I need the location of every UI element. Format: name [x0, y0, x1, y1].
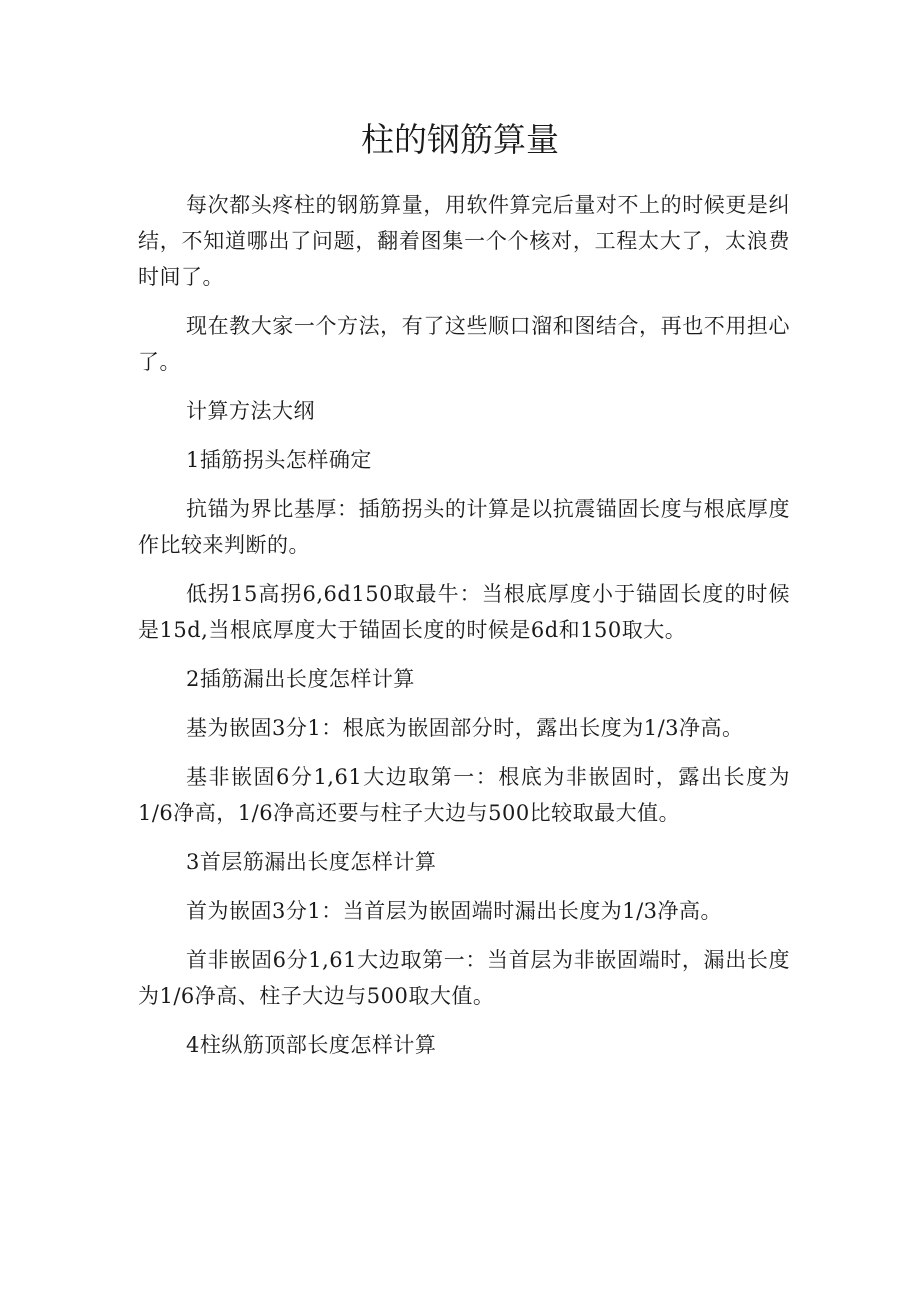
document-title: 柱的钢筋算量: [361, 120, 559, 159]
section-heading-3: 3首层筋漏出长度怎样计算: [186, 850, 437, 874]
section-heading-1: 1插筋拐头怎样确定: [186, 448, 372, 472]
paragraph-intro: 每次都头疼柱的钢筋算量，用软件算完后量对不上的时候更是纠结，不知道哪出了问题，翻着图集一个个核对，工程太大了，太浪费时间了。: [138, 193, 790, 289]
paragraph-rule: 基为嵌固3分1：根底为嵌固部分时，露出长度为1/3净高。: [186, 716, 744, 740]
paragraph-rule: 基非嵌固6分1,61大边取第一：根底为非嵌固时，露出长度为1/6净高，1/6净高还要与柱子大边与500比较取最大值。: [138, 765, 790, 825]
section-heading-2: 2插筋漏出长度怎样计算: [186, 667, 415, 691]
document-body: [138, 187, 790, 1076]
paragraph-method-intro: 现在教大家一个方法，有了这些顺口溜和图结合，再也不用担心了。: [138, 314, 790, 374]
section-heading-4: 4柱纵筋顶部长度怎样计算: [186, 1033, 437, 1057]
paragraph-rule: 抗锚为界比基厚：插筋拐头的计算是以抗震锚固长度与根底厚度作比较来判断的。: [138, 497, 790, 557]
paragraph-outline-heading: 计算方法大纲: [186, 399, 315, 423]
paragraph-rule: 首为嵌固3分1：当首层为嵌固端时漏出长度为1/3净高。: [186, 899, 723, 923]
paragraph-rule: 首非嵌固6分1,61大边取第一：当首层为非嵌固端时，漏出长度为1/6净高、柱子大边与500取大值。: [138, 948, 790, 1008]
paragraph-rule: 低拐15高拐6,6d150取最牛：当根底厚度小于锚固长度的时候是15d,当根底厚度大于锚固长度的时候是6d和150取大。: [138, 582, 790, 642]
